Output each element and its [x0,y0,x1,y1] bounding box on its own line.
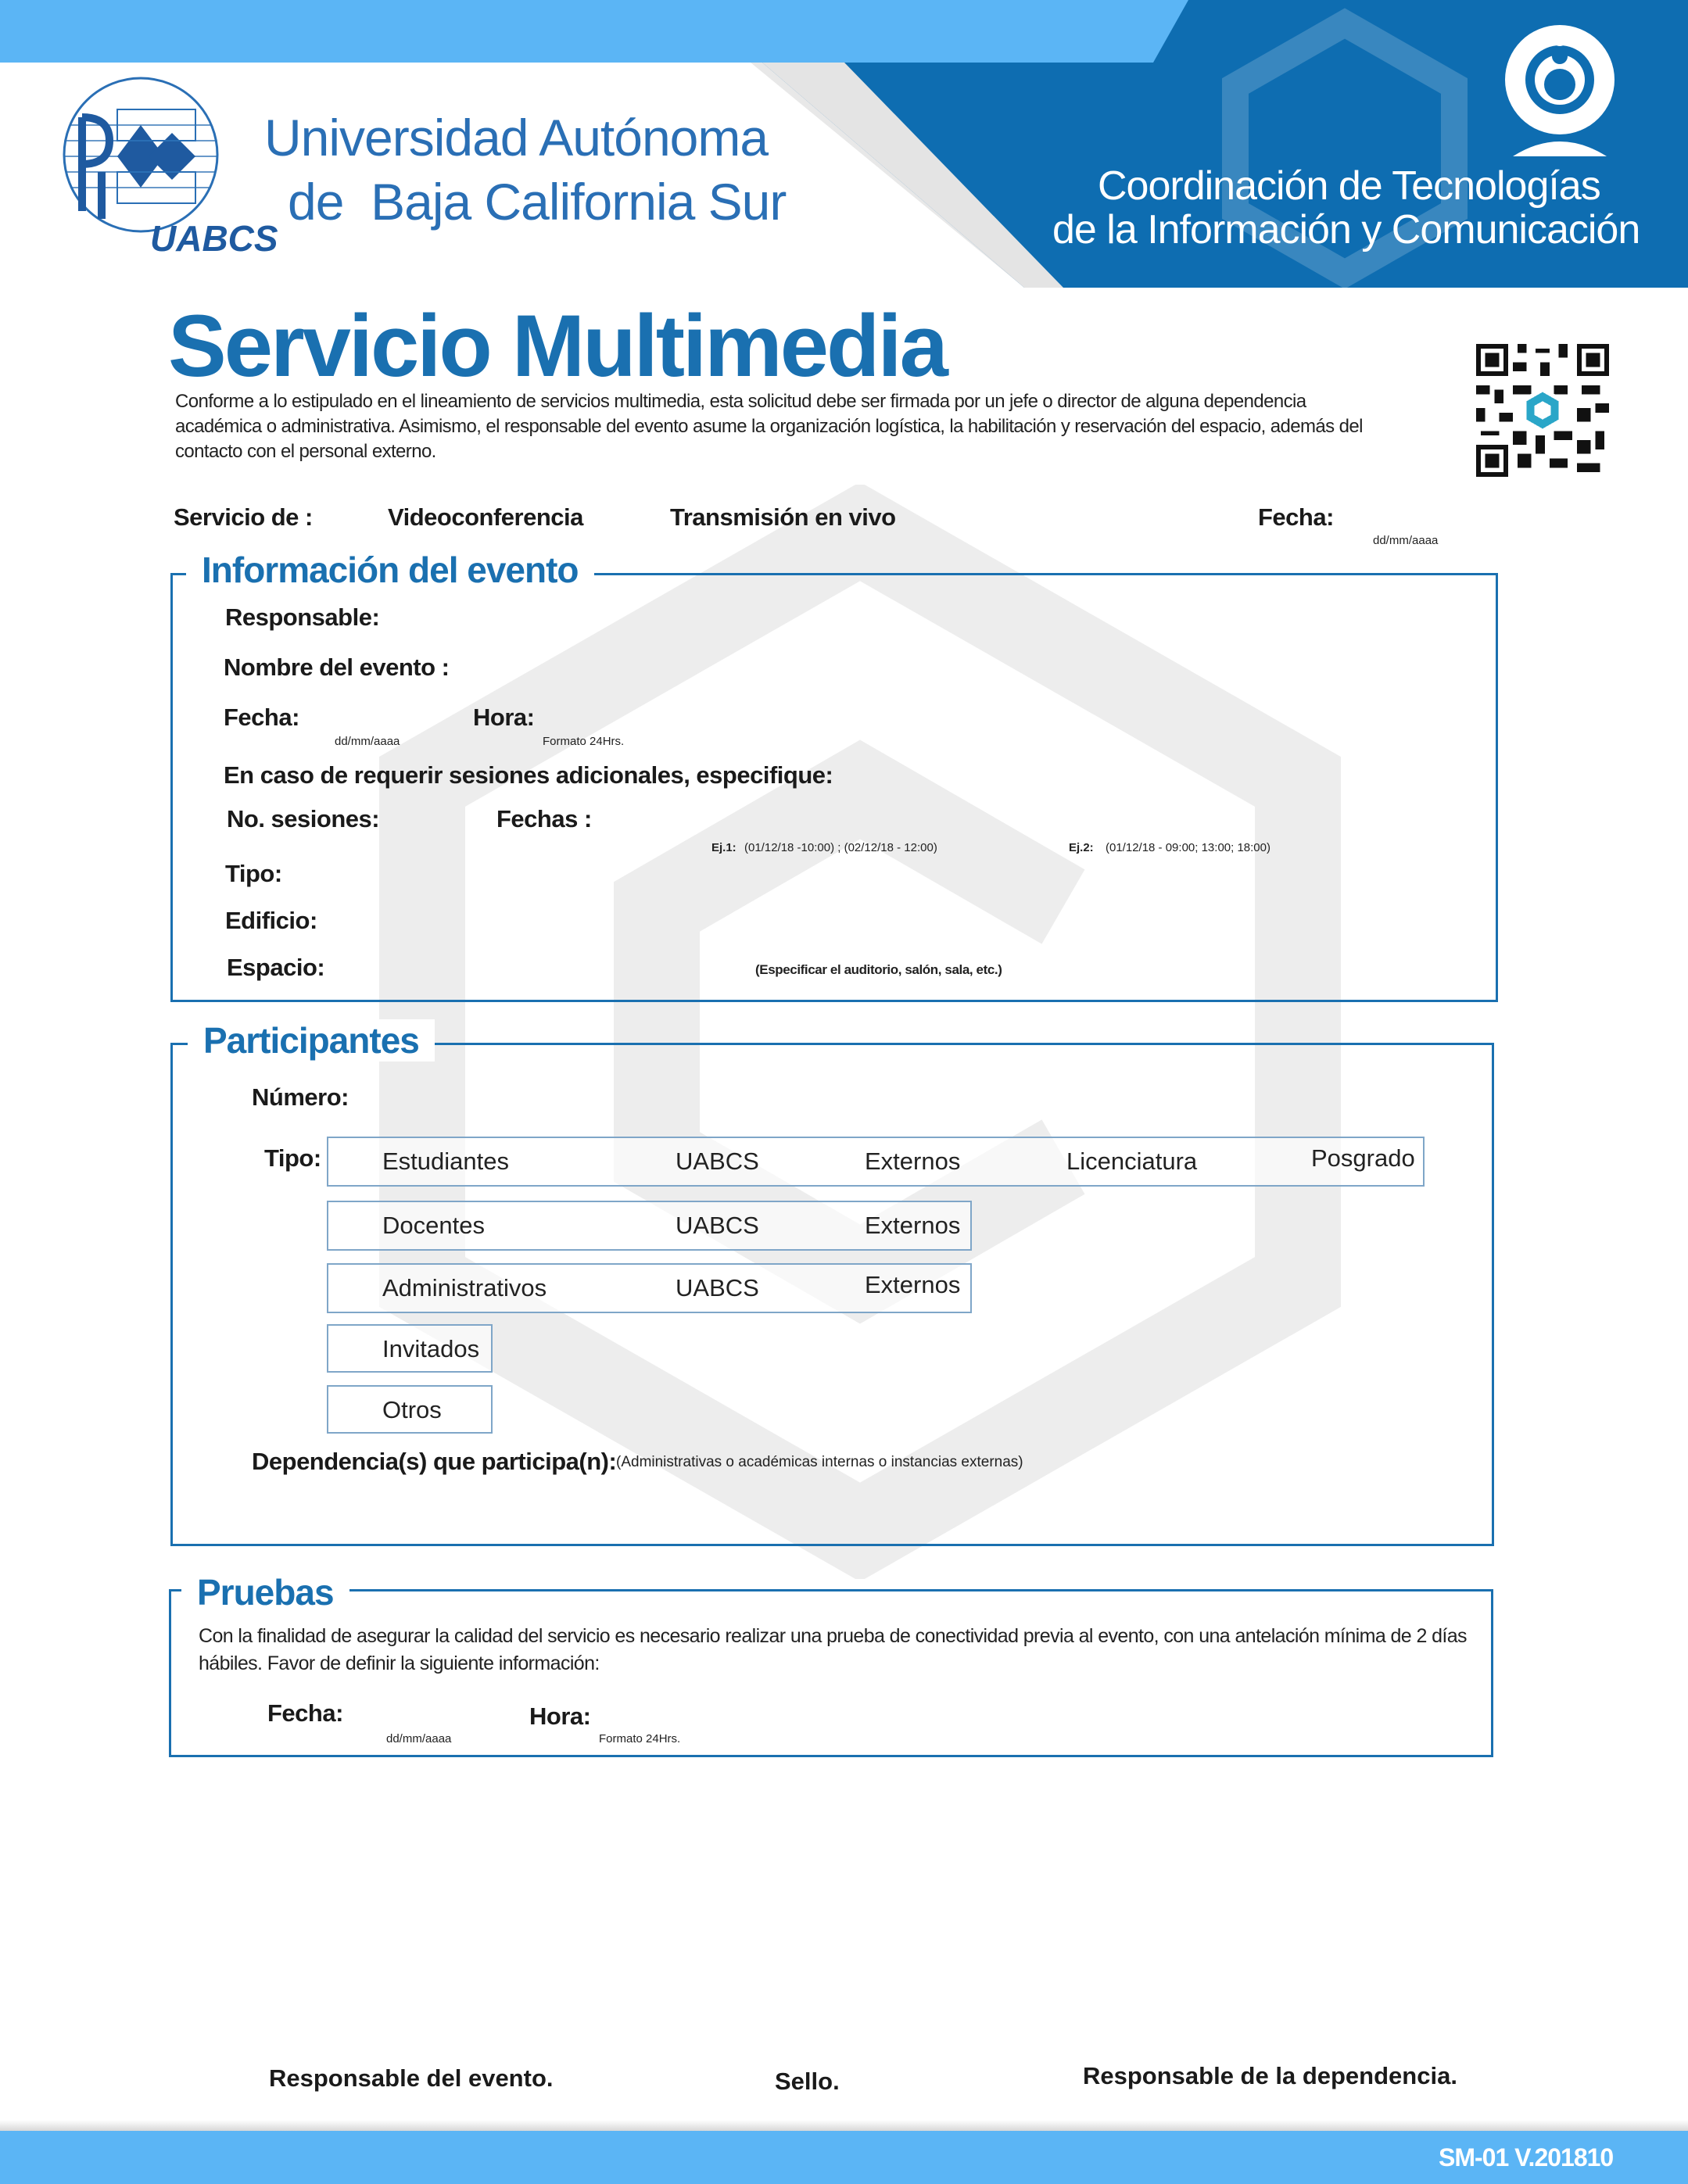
tests-date-hint: dd/mm/aaaa [386,1732,452,1745]
qr-code [1476,344,1609,477]
logo-text: UABCS [150,218,278,259]
coordination-line2: de la Información y Comunicación [1052,207,1640,252]
event-time-hint: Formato 24Hrs. [543,735,625,748]
service-label: Servicio de : [174,503,313,531]
example1-text: (01/12/18 -10:00) ; (02/12/18 - 12:00) [744,841,937,854]
footer-shadow [0,2120,1688,2131]
university-name-line2: de Baja California Sur [288,173,787,231]
signature-dependency-responsible: Responsable de la dependencia. [1083,2062,1457,2089]
option-row-docentes[interactable] [327,1201,972,1251]
option-docentes-externos[interactable]: Externos [865,1212,961,1239]
additional-sessions-label: En caso de requerir sesiones adicionales, especifique: [224,761,833,789]
participants-title: Participantes [188,1019,435,1062]
service-date-label: Fecha: [1258,503,1334,531]
option-estudiantes-externos[interactable]: Externos [865,1147,961,1175]
option-row-estudiantes[interactable] [327,1137,1425,1187]
option-estudiantes[interactable]: Estudiantes [382,1147,509,1175]
signature-seal: Sello. [775,2068,840,2095]
option-row-invitados[interactable] [327,1324,493,1373]
event-date-label: Fecha: [224,704,299,731]
footer-bar [0,2131,1688,2184]
tests-time-label: Hora: [529,1702,591,1730]
building-label: Edificio: [225,907,317,934]
option-docentes-uabcs[interactable]: UABCS [676,1212,759,1239]
option-estudiantes-uabcs[interactable]: UABCS [676,1147,759,1175]
sessions-dates-label: Fechas : [496,805,592,832]
event-info-title: Información del evento [186,549,594,591]
option-administrativos-uabcs[interactable]: UABCS [676,1274,759,1301]
option-posgrado[interactable]: Posgrado [1311,1144,1415,1172]
signature-event-responsible: Responsable del evento. [269,2064,554,2092]
event-name-label: Nombre del evento : [224,653,450,681]
option-invitados[interactable]: Invitados [382,1335,480,1362]
participants-number-label: Número: [252,1083,349,1111]
service-option-transmision[interactable]: Transmisión en vivo [670,503,896,531]
event-type-label: Tipo: [225,860,282,887]
space-hint: (Especificar el auditorio, salón, sala, etc.) [755,962,1002,977]
page-title: Servicio Multimedia [168,297,946,395]
option-licenciatura[interactable]: Licenciatura [1066,1147,1198,1175]
university-name-line1: Universidad Autónoma [264,109,769,166]
responsable-label: Responsable: [225,603,380,631]
webcam-icon [1489,17,1630,158]
participants-type-label: Tipo: [264,1144,321,1172]
option-row-administrativos[interactable] [327,1263,972,1313]
service-option-videoconferencia[interactable]: Videoconferencia [388,503,583,531]
event-date-hint: dd/mm/aaaa [335,735,400,748]
example2-label: Ej.2: [1069,841,1094,854]
tests-title: Pruebas [181,1571,349,1613]
dependencies-label: Dependencia(s) que participa(n): [252,1448,617,1475]
document-code: SM-01 V.201810 [1439,2143,1614,2171]
option-administrativos-externos[interactable]: Externos [865,1271,961,1298]
option-otros[interactable]: Otros [382,1396,442,1423]
example1-label: Ej.1: [711,841,736,854]
space-label: Espacio: [227,954,325,981]
sessions-count-label: No. sesiones: [227,805,380,832]
option-administrativos[interactable]: Administrativos [382,1274,547,1301]
tests-paragraph: Con la finalidad de asegurar la calidad del servicio es necesario realizar una prueba de conectividad previa al evento, con una antelación mínima de 2 días hábiles. Favor de definir la siguiente información: [199,1625,1467,1674]
dependencies-hint: (Administrativas o académicas internas o instancias externas) [616,1454,1023,1470]
option-docentes[interactable]: Docentes [382,1212,485,1239]
intro-paragraph: Conforme a lo estipulado en el lineamiento de servicios multimedia, esta solicitud debe ser firmada por un jefe o director de alguna dependencia académica o administrativa. Asimismo, el responsable del evento asume la organización logística, la habilitación y reservación del espacio, además del contacto con el personal externo. [175,391,1363,462]
option-row-otros[interactable] [327,1385,493,1434]
example2-text: (01/12/18 - 09:00; 13:00; 18:00) [1106,841,1270,854]
event-time-label: Hora: [473,704,535,731]
service-date-hint: dd/mm/aaaa [1373,534,1439,547]
tests-time-hint: Formato 24Hrs. [599,1732,681,1745]
tests-date-label: Fecha: [267,1699,343,1727]
coordination-line1: Coordinación de Tecnologías [1098,163,1600,209]
